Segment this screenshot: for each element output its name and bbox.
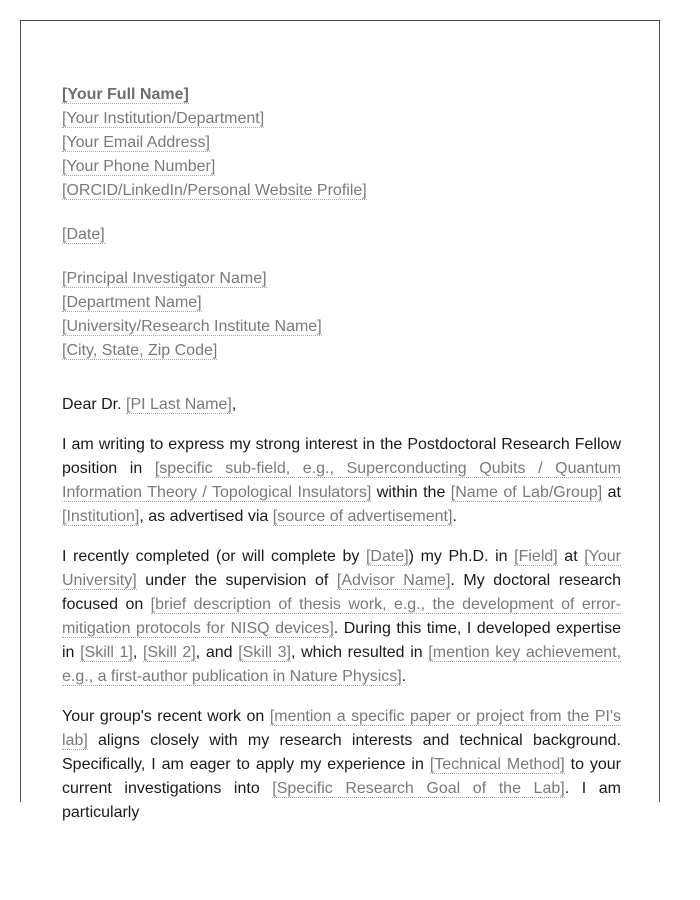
sender-email[interactable]: [Your Email Address]: [62, 134, 210, 151]
placeholder-skill-1[interactable]: [Skill 1]: [80, 644, 133, 661]
placeholder-skill-3[interactable]: [Skill 3]: [238, 644, 291, 661]
recipient-department[interactable]: [Department Name]: [62, 294, 202, 311]
salutation: [62, 393, 621, 417]
letter-date[interactable]: [Date]: [62, 226, 105, 243]
text-run: I recently completed (or will complete by: [62, 548, 366, 565]
text-run: , which resulted in: [290, 644, 429, 661]
text-run: within the: [371, 484, 451, 501]
letter-body: [62, 83, 621, 841]
placeholder-thesis-description[interactable]: [brief description of thesis work, e.g., the development of error-mitigation protocols for NISQ devices]: [62, 596, 621, 637]
paragraph-intro: [62, 433, 621, 529]
text-run: . During this time, I developed expertise in: [62, 620, 622, 661]
placeholder-skill-2[interactable]: [Skill 2]: [142, 644, 196, 661]
placeholder-pi-paper[interactable]: [mention a specific paper or project from the PI's lab]: [62, 708, 622, 749]
placeholder-completion-date[interactable]: [Date]: [365, 548, 409, 565]
text-run: . I am particularly: [62, 780, 621, 821]
text-run: ,: [132, 644, 143, 661]
date-block: [62, 223, 621, 247]
text-run: at: [557, 548, 585, 565]
text-run: aligns closely with my research interests and technical background. Specifically, I am eager to apply my experience in: [62, 732, 621, 773]
placeholder-advertisement-source[interactable]: [source of advertisement]: [272, 508, 453, 525]
placeholder-your-university[interactable]: [Your University]: [62, 548, 622, 589]
sender-phone[interactable]: [Your Phone Number]: [62, 158, 216, 175]
sender-block: [62, 83, 621, 203]
text-run: , as advertised via: [139, 508, 273, 525]
sender-profile[interactable]: [ORCID/LinkedIn/Personal Website Profile]: [62, 182, 367, 199]
placeholder-field[interactable]: [Field]: [514, 548, 558, 565]
placeholder-research-goal[interactable]: [Specific Research Goal of the Lab]: [272, 780, 565, 797]
letter-page: [20, 20, 660, 821]
placeholder-technical-method[interactable]: [Technical Method]: [429, 756, 565, 773]
text-run: under the supervision of: [136, 572, 337, 589]
recipient-university[interactable]: [University/Research Institute Name]: [62, 318, 322, 335]
text-run: at: [602, 484, 621, 501]
recipient-block: [62, 267, 621, 363]
salutation-pi-last-name[interactable]: [PI Last Name]: [126, 396, 232, 413]
placeholder-key-achievement[interactable]: [mention key achievement, e.g., a first-author publication in Nature Physics]: [62, 644, 622, 685]
text-run: .: [401, 668, 407, 685]
text-run: Your group's recent work on: [62, 708, 270, 725]
text-run: , and: [195, 644, 239, 661]
recipient-address[interactable]: [City, State, Zip Code]: [62, 342, 218, 359]
placeholder-advisor-name[interactable]: [Advisor Name]: [336, 572, 451, 589]
placeholder-lab-name[interactable]: [Name of Lab/Group]: [450, 484, 603, 501]
placeholder-institution[interactable]: [Institution]: [62, 508, 140, 525]
sender-full-name[interactable]: [Your Full Name]: [62, 86, 189, 103]
placeholder-sub-field[interactable]: [specific sub-field, e.g., Superconducting Qubits / Quantum Information Theory / Topological Insulators]: [62, 460, 621, 501]
paragraph-background: [62, 545, 621, 689]
text-run: .: [452, 508, 457, 525]
salutation-suffix: ,: [231, 396, 237, 413]
text-run: to your current investigations into: [62, 756, 622, 797]
text-run: ) my Ph.D. in: [408, 548, 515, 565]
paragraph-fit: [62, 705, 621, 825]
text-run: . My doctoral research focused on: [62, 572, 621, 613]
salutation-prefix: Dear Dr.: [62, 396, 127, 413]
text-run: I am writing to express my strong interest in the Postdoctoral Research Fellow position in: [62, 436, 621, 477]
recipient-pi-name[interactable]: [Principal Investigator Name]: [62, 270, 267, 287]
sender-institution[interactable]: [Your Institution/Department]: [62, 110, 265, 127]
